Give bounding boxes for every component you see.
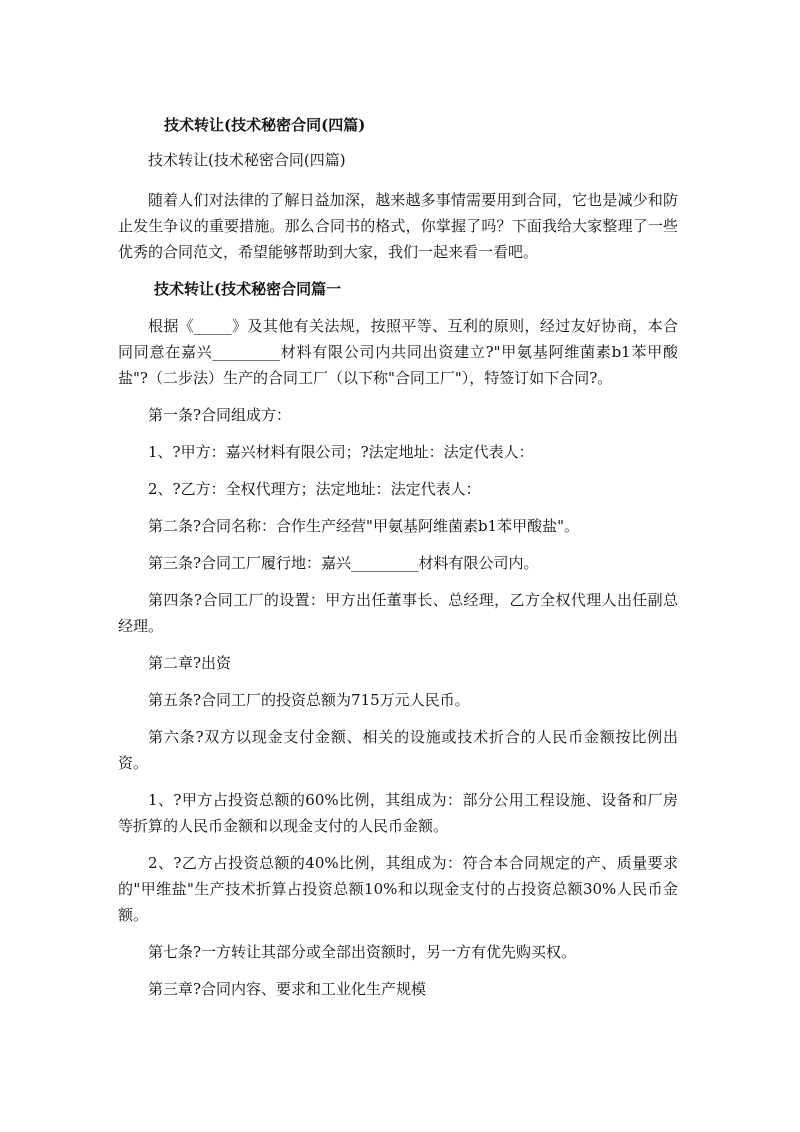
clause-article-6: 第六条?双方以现金支付金额、相关的设施或技术折合的人民币金额按比例出资。 [118,728,678,772]
clause-article-4: 第四条?合同工厂的设置：甲方出任董事长、总经理，乙方全权代理人出任副总经理。 [118,591,678,635]
chapter-3-heading: 第三章?合同内容、要求和工业化生产规模 [148,980,427,998]
clause-article-2: 第二条?合同名称：合作生产经营"甲氨基阿维菌素b1苯甲酸盐"。 [148,517,579,535]
clause-party-a: 1、?甲方：嘉兴材料有限公司；?法定地址：法定代表人： [148,443,534,461]
clause-preamble: 根据《_____》及其他有关法规，按照平等、互利的原则，经过友好协商，本合同同意在嘉兴_________材料有限公司内共同出资建立?"甲氨基阿维菌素b1苯甲酸盐"?（二步法）生产的合同工厂（以下称"合同工厂"），特签订如下合同?。 [118,317,678,387]
paragraph-subtitle: 技术转让(技术秘密合同(四篇) [148,151,346,169]
section-title: 技术转让(技术秘密合同篇一 [154,280,342,298]
clause-article-5: 第五条?合同工厂的投资总额为715万元人民币。 [148,691,470,709]
document-title: 技术转让(技术秘密合同(四篇) [164,116,366,134]
clause-article-7: 第七条?一方转让其部分或全部出资额时，另一方有优先购买权。 [148,943,577,961]
clause-party-b: 2、?乙方：全权代理方；法定地址：法定代表人： [148,480,481,498]
clause-article-1: 第一条?合同组成方： [148,406,292,424]
paragraph-intro: 随着人们对法律的了解日益加深，越来越多事情需要用到合同，它也是减少和防止发生争议的重要措施。那么合同书的格式，你掌握了吗？下面我给大家整理了一些优秀的合同范文，希望能够帮助到大家，我们一起来看一看吧。 [118,191,678,261]
clause-article-6-item-2: 2、?乙方占投资总额的40%比例，其组成为：符合本合同规定的产、质量要求的"甲维盐"生产技术折算占投资总额10%和以现金支付的占投资总额30%人民币金额。 [118,854,678,924]
chapter-2-heading: 第二章?出资 [148,654,232,672]
clause-article-3: 第三条?合同工厂履行地：嘉兴_________材料有限公司内。 [148,554,539,572]
document-body [118,112,678,1002]
clause-article-6-item-1: 1、?甲方占投资总额的60%比例，其组成为：部分公用工程设施、设备和厂房等折算的人民币金额和以现金支付的人民币金额。 [118,791,678,835]
